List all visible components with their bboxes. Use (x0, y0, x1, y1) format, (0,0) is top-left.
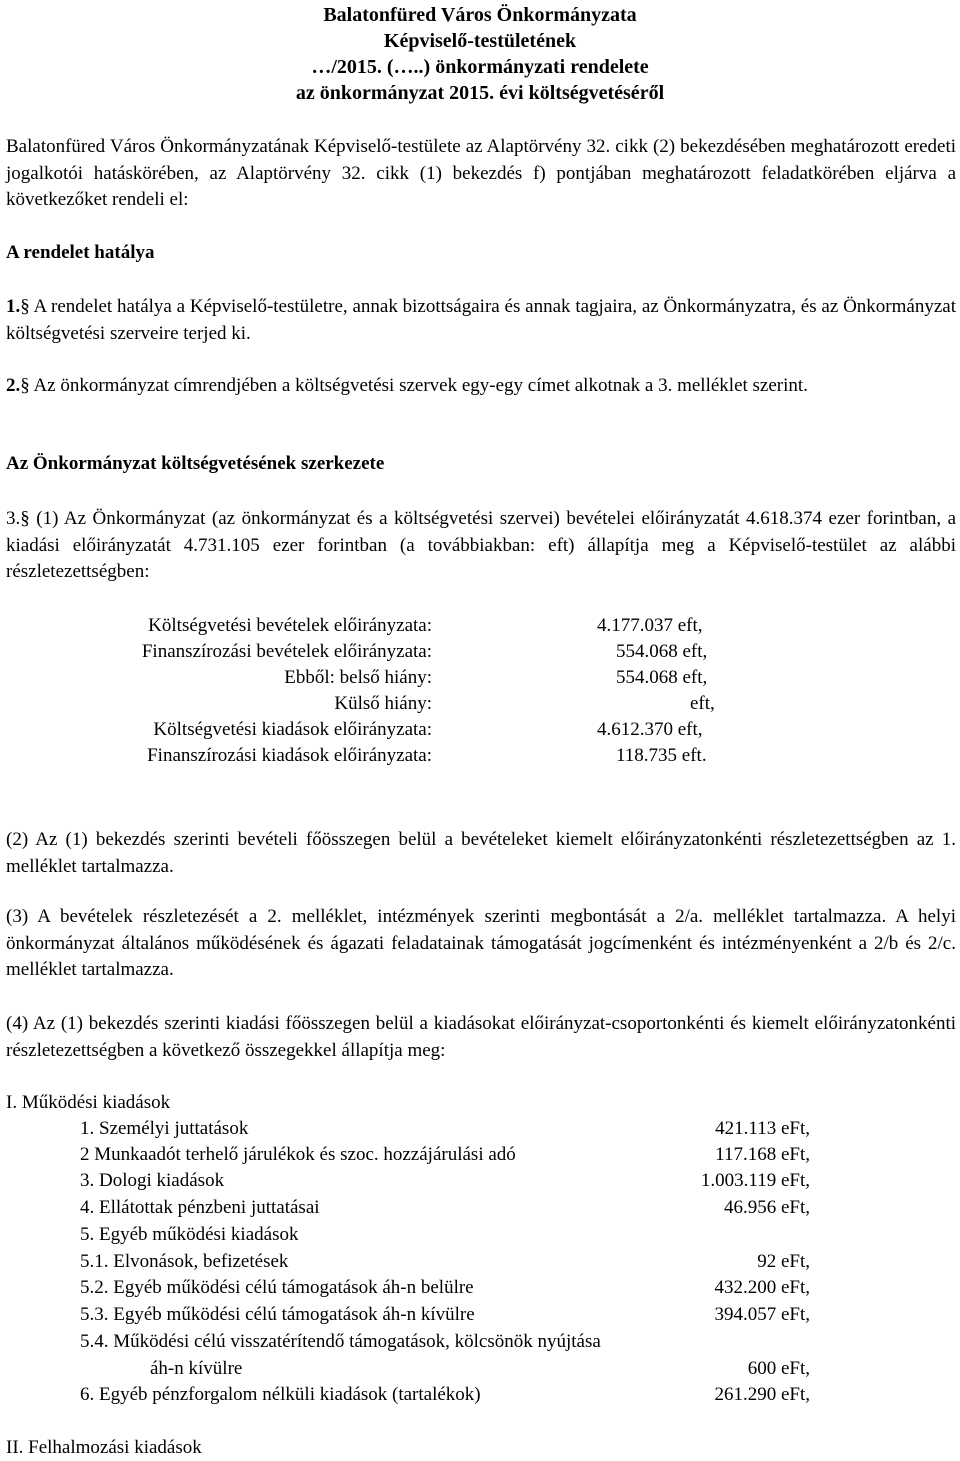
preamble: Balatonfüred Város Önkormányzatának Képviselő-testülete az Alaptörvény 32. cikk (2) bekezdésében meghatározott eredeti jogalkotói hatáskörében, az Alaptörvény 32. cikk (1) bekezdés f) pontjában meghatározott feladatkörében eljárva a következőket rendeli el: (6, 136, 956, 210)
paragraph-3 (6, 506, 956, 586)
section-heading-scope: A rendelet hatálya (6, 242, 155, 263)
budget-label: Költségvetési kiadások előirányzata: (153, 719, 432, 740)
budget-value: 4.177.037 eft, (597, 615, 703, 636)
paragraph-text: A rendelet hatálya a Képviselő-testületre, annak bizottságaira és annak tagjaira, az Önkormányzatra, és az Önkormányzat költségvetési szerveire terjed ki. (6, 296, 956, 344)
title-line-4: az önkormányzat 2015. évi költségvetéséről (295, 82, 665, 104)
budget-value: 554.068 eft, (616, 641, 708, 662)
group-heading-capital: II. Felhalmozási kiadások (6, 1437, 202, 1458)
expense-value: 600 eFt, (747, 1358, 810, 1379)
paragraph-number: 2. (6, 375, 21, 396)
paragraph-2 (6, 373, 956, 400)
budget-label: Finanszírozási kiadások előirányzata: (147, 745, 432, 766)
paragraph-3-4: (4) Az (1) bekezdés szerinti kiadási főösszegen belül a kiadásokat előirányzat-csoportonkénti és kiemelt előirányzatonkénti részletezettségben a következő összegekkel állapítja meg: (6, 1013, 956, 1061)
title-line-2: Képviselő-testületének (383, 30, 577, 52)
budget-value: 4.612.370 eft, (597, 719, 703, 740)
expense-value: 432.200 eFt, (714, 1277, 810, 1298)
expense-label: 2 Munkaadót terhelő járulékok és szoc. hozzájárulási adó (80, 1144, 516, 1165)
expense-value: 421.113 eFt, (715, 1118, 810, 1139)
expense-label: áh-n kívülre (150, 1358, 243, 1379)
expense-label: 5. Egyéb működési kiadások (80, 1224, 299, 1245)
budget-value: 118.735 eft. (616, 745, 707, 766)
expense-label: 3. Dologi kiadások (80, 1170, 225, 1191)
section-sign: § (20, 375, 30, 396)
expense-value: 394.057 eFt, (714, 1304, 810, 1325)
paragraph-1 (6, 294, 956, 347)
paragraph-number: 3. (6, 508, 21, 529)
title-line-3: …/2015. (…..) önkormányzati rendelete (311, 56, 649, 78)
expense-value: 1.003.119 eFt, (700, 1170, 810, 1191)
budget-value: 554.068 eft, (616, 667, 708, 688)
paragraph-3-2: (2) Az (1) bekezdés szerinti bevételi főösszegen belül a bevételeket kiemelt előirányzatonkénti részletezettségben az 1. melléklet tartalmazza. (6, 829, 956, 877)
budget-value: eft, (690, 693, 715, 714)
expense-value: 117.168 eFt, (715, 1144, 810, 1165)
title-line-1: Balatonfüred Város Önkormányzata (323, 4, 637, 26)
budget-label: Külső hiány: (334, 693, 432, 714)
section-heading-structure: Az Önkormányzat költségvetésének szerkezete (6, 453, 385, 474)
document-title (0, 2, 960, 106)
expense-value: 92 eFt, (757, 1251, 810, 1272)
expense-label: 5.2. Egyéb működési célú támogatások áh-n belülre (80, 1277, 474, 1298)
group-heading-operating: I. Működési kiadások (6, 1092, 171, 1113)
budget-label: Költségvetési bevételek előirányzata: (148, 615, 432, 636)
expense-label: 6. Egyéb pénzforgalom nélküli kiadások (tartalékok) (80, 1384, 481, 1405)
expense-label: 5.3. Egyéb működési célú támogatások áh-n kívülre (80, 1304, 475, 1325)
paragraph-text: Az önkormányzat címrendjében a költségvetési szervek egy-egy címet alkotnak a 3. melléklet szerint. (29, 375, 808, 396)
paragraph-3-3: (3) A bevételek részletezését a 2. melléklet, intézmények szerinti megbontását a 2/a. melléklet tartalmazza. A helyi önkormányzat általános működésének és ágazati feladatainak támogatását jogcímenként és intézményenként a 2/b és 2/c. melléklet tartalmazza. (6, 906, 956, 980)
expense-label: 5.4. Működési célú visszatérítendő támogatások, kölcsönök nyújtása (80, 1331, 601, 1352)
expense-value: 46.956 eFt, (723, 1197, 810, 1218)
section-sign: § (20, 508, 30, 529)
budget-label: Ebből: belső hiány: (284, 667, 432, 688)
expense-label: 1. Személyi juttatások (80, 1118, 249, 1139)
paragraph-number: 1. (6, 296, 21, 317)
expense-label: 5.1. Elvonások, befizetések (80, 1251, 289, 1272)
expense-value: 261.290 eFt, (714, 1384, 810, 1405)
budget-label: Finanszírozási bevételek előirányzata: (141, 641, 432, 662)
section-sign: § (20, 296, 30, 317)
paragraph-text: (1) Az Önkormányzat (az önkormányzat és a költségvetési szervei) bevételei előirányzatát 4.618.374 ezer forintban, a kiadási előirányzatát 4.731.105 ezer forintban (a továbbiakban: eft) állapítja meg a Képviselő-testület az alábbi részletezettségben: (6, 508, 956, 582)
expense-label: 4. Ellátottak pénzbeni juttatásai (80, 1197, 320, 1218)
